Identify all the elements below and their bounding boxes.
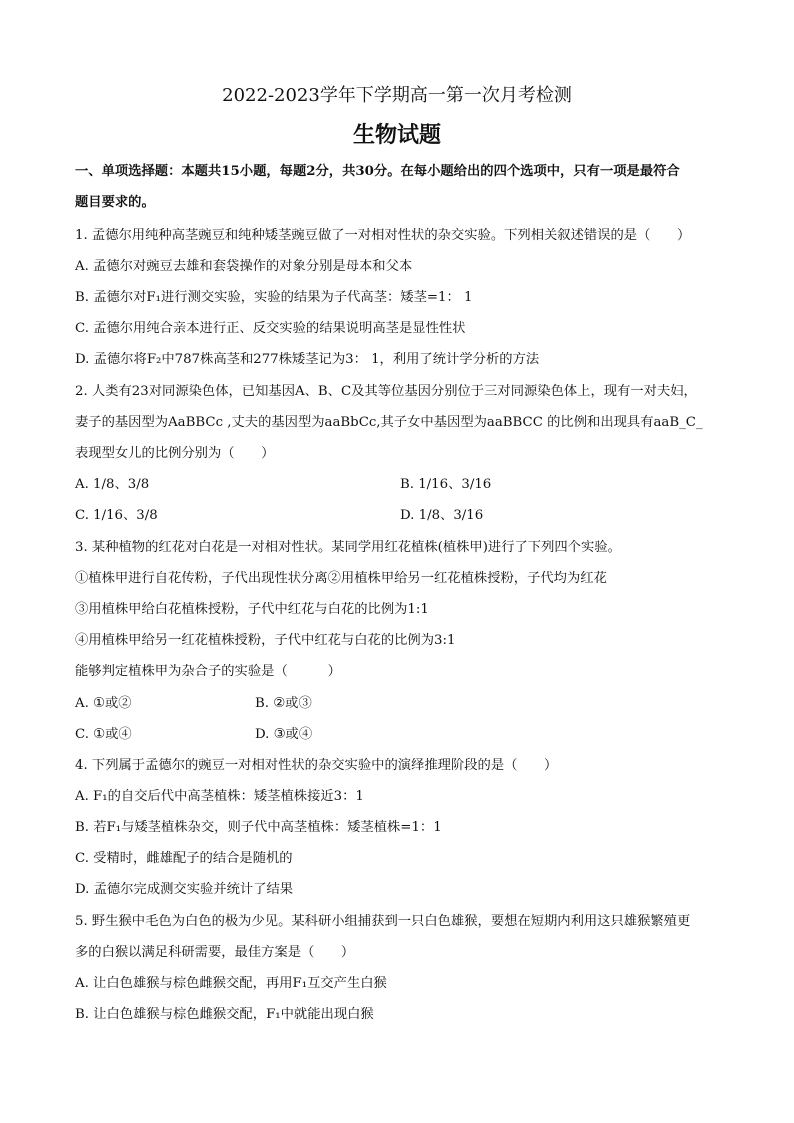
q2-option-a: A. 1/8、3/8 — [75, 477, 150, 492]
q4-option-b: B. 若F₁与矮茎植株杂交，则子代中高茎植株：矮茎植株=1：1 — [75, 820, 442, 835]
q3-option-d: D. ③或④ — [255, 727, 313, 742]
q4-option-a: A. F₁的自交后代中高茎植株：矮茎植株接近3：1 — [75, 789, 364, 804]
q3-option-c: C. ①或④ — [75, 727, 132, 742]
q4-option-c: C. 受精时，雌雄配子的结合是随机的 — [75, 851, 293, 866]
q2-option-d: D. 1/8、3/16 — [400, 508, 484, 523]
q3-experiment-4: ④用植株甲给另一红花植株授粉，子代中红花与白花的比例为3:1 — [75, 633, 456, 648]
q1-option-b: B. 孟德尔对F₁进行测交实验，实验的结果为子代高茎：矮茎=1： 1 — [75, 290, 473, 305]
q2-stem-3: 表现型女儿的比例分别为（ ） — [75, 446, 275, 461]
q5-stem-2: 多的白猴以满足科研需要，最佳方案是（ ） — [75, 945, 355, 960]
q2-stem-1: 2. 人类有23对同源染色体，已知基因A、B、C及其等位基因分别位于三对同源染色体上，现有一对夫妇， — [75, 384, 697, 399]
q3-question: 能够判定植株甲为杂合子的实验是（ ） — [75, 664, 341, 679]
q4-option-d: D. 孟德尔完成测交实验并统计了结果 — [75, 882, 294, 897]
q1-option-d: D. 孟德尔将F₂中787株高茎和277株矮茎记为3： 1，利用了统计学分析的方法 — [75, 352, 540, 367]
q3-option-b: B. ②或③ — [255, 696, 312, 711]
q1-option-c: C. 孟德尔用纯合亲本进行正、反交实验的结果说明高茎是显性性状 — [75, 321, 466, 336]
section-heading: 一、单项选择题：本题共15小题，每题2分，共30分。在每小题给出的四个选项中，只有一项是最符合 — [75, 164, 680, 179]
q3-stem: 3. 某种植物的红花对白花是一对相对性状。某同学用红花植株(植株甲)进行了下列四个实验。 — [75, 540, 621, 555]
q3-option-a: A. ①或② — [75, 696, 132, 711]
q2-option-b: B. 1/16、3/16 — [400, 477, 492, 492]
q3-experiment-3: ③用植株甲给白花植株授粉，子代中红花与白花的比例为1:1 — [75, 602, 429, 617]
q2-option-c: C. 1/16、3/8 — [75, 508, 158, 523]
q5-option-a: A. 让白色雄猴与棕色雌猴交配，再用F₁互交产生白猴 — [75, 976, 387, 991]
q1-option-a: A. 孟德尔对豌豆去雄和套袋操作的对象分别是母本和父本 — [75, 259, 413, 274]
q5-option-b: B. 让白色雄猴与棕色雌猴交配，F₁中就能出现白猴 — [75, 1007, 374, 1022]
q5-stem-1: 5. 野生猴中毛色为白色的极为少见。某科研小组捕获到一只白色雄猴，要想在短期内利用这只雄猴繁殖更 — [75, 914, 691, 929]
q2-stem-2: 妻子的基因型为AaBBCc ,丈夫的基因型为aaBbCc,其子女中基因型为aaBBCC 的比例和出现具有aaB_C_ — [75, 415, 703, 430]
section-heading-cont: 题目要求的。 — [75, 195, 155, 210]
q4-stem: 4. 下列属于孟德尔的豌豆一对相对性状的杂交实验中的演绎推理阶段的是（ ） — [75, 758, 558, 773]
subject-title: 生物试题 — [352, 122, 441, 148]
q3-experiment-1-2: ①植株甲进行自花传粉，子代出现性状分离②用植株甲给另一红花植株授粉，子代均为红花 — [75, 571, 607, 586]
q1-stem: 1. 孟德尔用纯种高茎豌豆和纯种矮茎豌豆做了一对相对性状的杂交实验。下列相关叙述错误的是（ ） — [75, 228, 691, 243]
exam-title: 2022-2023学年下学期高一第一次月考检测 — [222, 85, 572, 106]
